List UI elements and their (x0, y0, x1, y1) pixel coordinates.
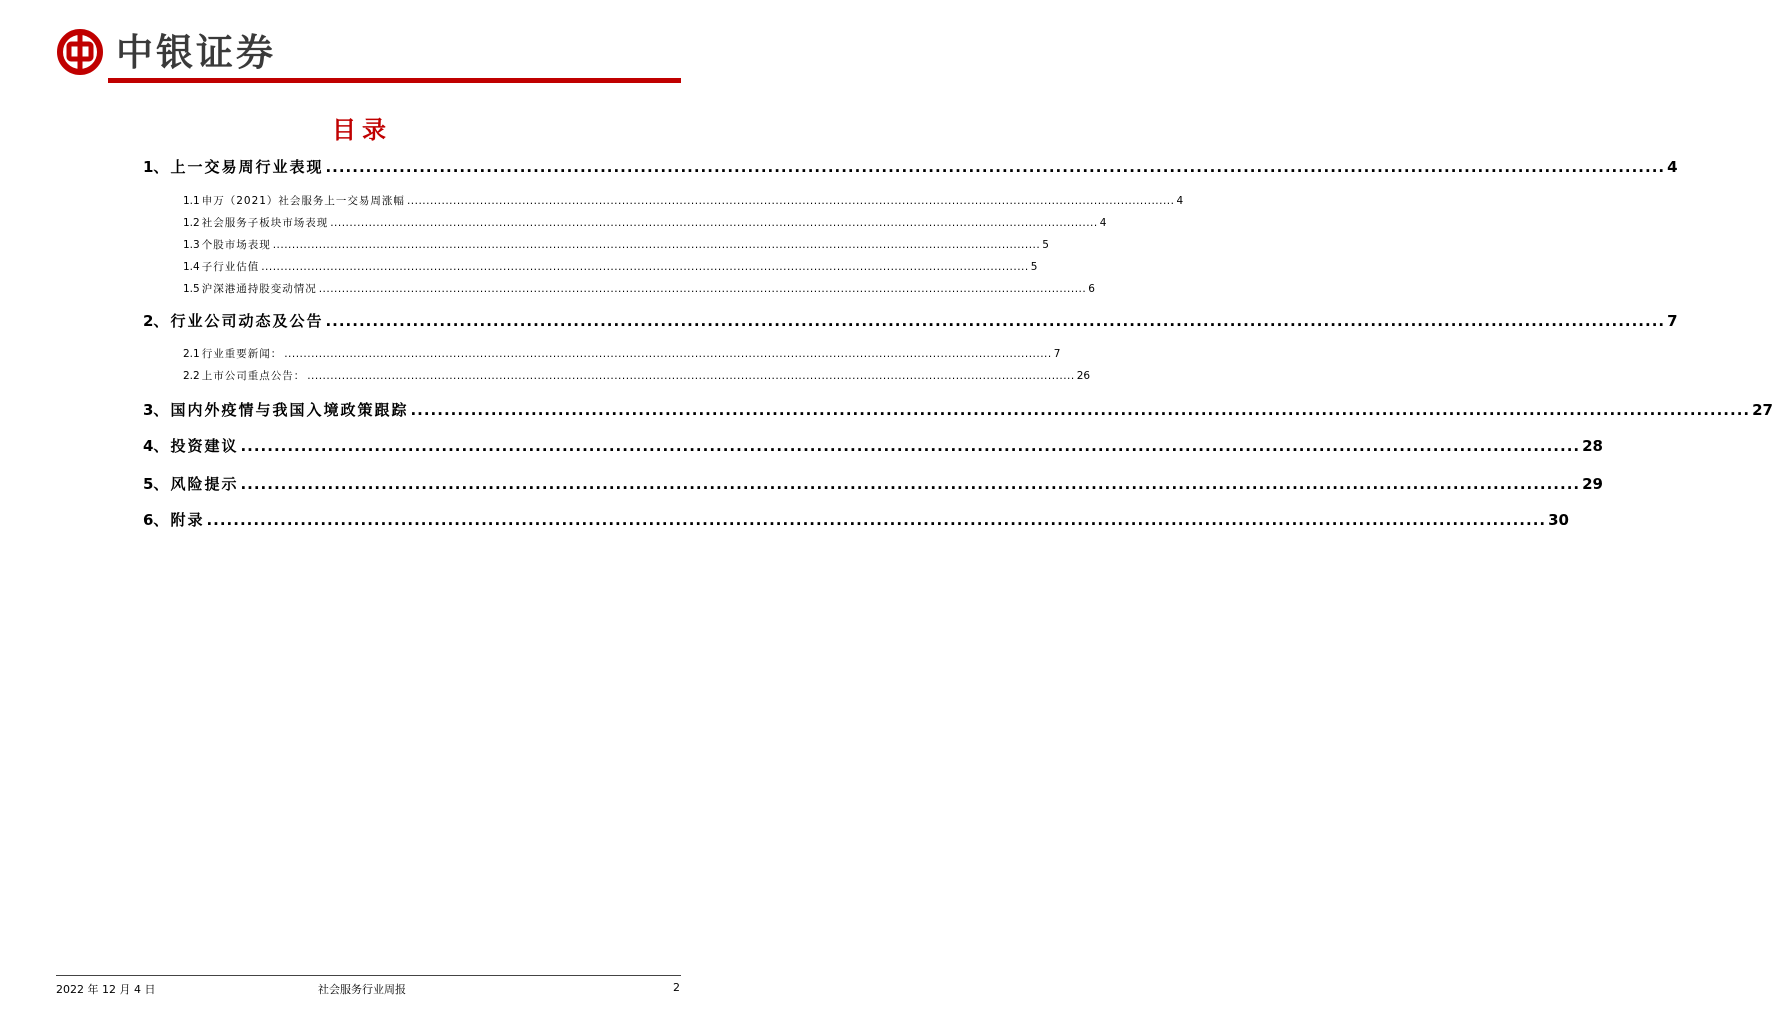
footer-divider (56, 975, 681, 976)
toc-entry-label: 行业重要新闻： (201, 348, 283, 360)
toc-entry-page: 5 (1030, 261, 1038, 273)
header-divider (108, 78, 681, 83)
toc-entry-section-1-5[interactable] (183, 281, 1095, 297)
report-name: 社会服务行业周报 (318, 983, 406, 996)
toc-entry-page: 5 (1042, 239, 1049, 251)
toc-leader-dots: ........................................................................................................................................................................................................ (325, 312, 1666, 330)
toc-entry-label: 投资建议 (170, 437, 239, 455)
toc-leader-dots: ........................................................................................................................................................................................................ (261, 261, 1029, 273)
toc-entry-page: 7 (1053, 348, 1061, 360)
toc-entry-section-1-2[interactable] (183, 215, 1107, 231)
toc-entry-number: 3、 (143, 401, 169, 419)
toc-entry-page: 4 (1176, 195, 1184, 207)
toc-entry-number: 1、 (143, 158, 169, 176)
toc-entry-label: 社会服务子板块市场表现 (201, 217, 329, 229)
toc-entry-section-1-3[interactable] (183, 237, 1049, 253)
toc-entry-label: 申万（2021）社会服务上一交易周涨幅 (201, 195, 405, 207)
toc-entry-page: 30 (1548, 511, 1569, 529)
toc-entry-number: 1.5 (183, 283, 200, 295)
toc-entry-number: 1.4 (183, 261, 200, 273)
toc-entry-section-4[interactable] (143, 434, 1603, 458)
toc-entry-label: 风险提示 (170, 475, 239, 493)
toc-leader-dots: ........................................................................................................................................................................................................ (240, 437, 1581, 455)
toc-entry-label: 上市公司重点公告： (201, 370, 306, 382)
toc-entry-page: 4 (1667, 158, 1678, 176)
toc-entry-label: 行业公司动态及公告 (170, 312, 324, 330)
toc-leader-dots: ........................................................................................................................................................................................................ (206, 511, 1547, 529)
toc-entry-page: 4 (1099, 217, 1107, 229)
toc-entry-label: 上一交易周行业表现 (170, 158, 324, 176)
toc-entry-section-2[interactable] (143, 309, 1678, 333)
toc-entry-section-5[interactable] (143, 472, 1603, 496)
toc-entry-label: 附录 (170, 511, 205, 529)
toc-leader-dots: ........................................................................................................................................................................................................ (240, 475, 1581, 493)
toc-leader-dots: ........................................................................................................................................................................................................ (410, 401, 1751, 419)
toc-leader-dots: ........................................................................................................................................................................................................ (318, 283, 1087, 295)
toc-entry-page: 28 (1582, 437, 1603, 455)
toc-entry-label: 国内外疫情与我国入境政策跟踪 (170, 401, 409, 419)
toc-entry-label: 子行业估值 (201, 261, 260, 273)
toc-leader-dots: ........................................................................................................................................................................................................ (307, 370, 1075, 382)
toc-entry-number: 2、 (143, 312, 169, 330)
report-date: 2022 年 12 月 4 日 (56, 983, 156, 996)
toc-entry-section-2-2[interactable] (183, 368, 1091, 384)
toc-entry-section-2-1[interactable] (183, 346, 1061, 362)
toc-entry-page: 27 (1752, 401, 1773, 419)
toc-title: 目录 (332, 116, 392, 144)
toc-entry-section-3[interactable] (143, 398, 1773, 422)
toc-leader-dots: ........................................................................................................................................................................................................ (325, 158, 1666, 176)
toc-entry-number: 1.3 (183, 239, 200, 251)
bank-of-china-logo-icon (56, 28, 104, 76)
toc-leader-dots: ........................................................................................................................................................................................................ (330, 217, 1098, 229)
toc-entry-number: 4、 (143, 437, 169, 455)
toc-entry-page: 29 (1582, 475, 1603, 493)
toc-entry-number: 2.1 (183, 348, 200, 360)
toc-entry-number: 1.1 (183, 195, 200, 207)
toc-leader-dots: ........................................................................................................................................................................................................ (406, 195, 1175, 207)
toc-entry-number: 6、 (143, 511, 169, 529)
toc-entry-page: 7 (1667, 312, 1678, 330)
toc-leader-dots: ........................................................................................................................................................................................................ (284, 348, 1052, 360)
toc-entry-number: 5、 (143, 475, 169, 493)
toc-entry-section-1-4[interactable] (183, 259, 1038, 275)
toc-entry-number: 1.2 (183, 217, 200, 229)
toc-entry-page: 26 (1076, 370, 1091, 382)
toc-entry-number: 2.2 (183, 370, 200, 382)
toc-entry-section-1-1[interactable] (183, 193, 1184, 209)
brand-name: 中银证券 (116, 30, 276, 74)
toc-entry-section-6[interactable] (143, 508, 1569, 532)
toc-entry-label: 个股市场表现 (201, 239, 271, 251)
toc-entry-page: 6 (1088, 283, 1095, 295)
toc-entry-label: 沪深港通持股变动情况 (201, 283, 317, 295)
toc-leader-dots: ........................................................................................................................................................................................................ (272, 239, 1041, 251)
page-number: 2 (673, 981, 680, 994)
toc-entry-section-1[interactable] (143, 155, 1678, 179)
